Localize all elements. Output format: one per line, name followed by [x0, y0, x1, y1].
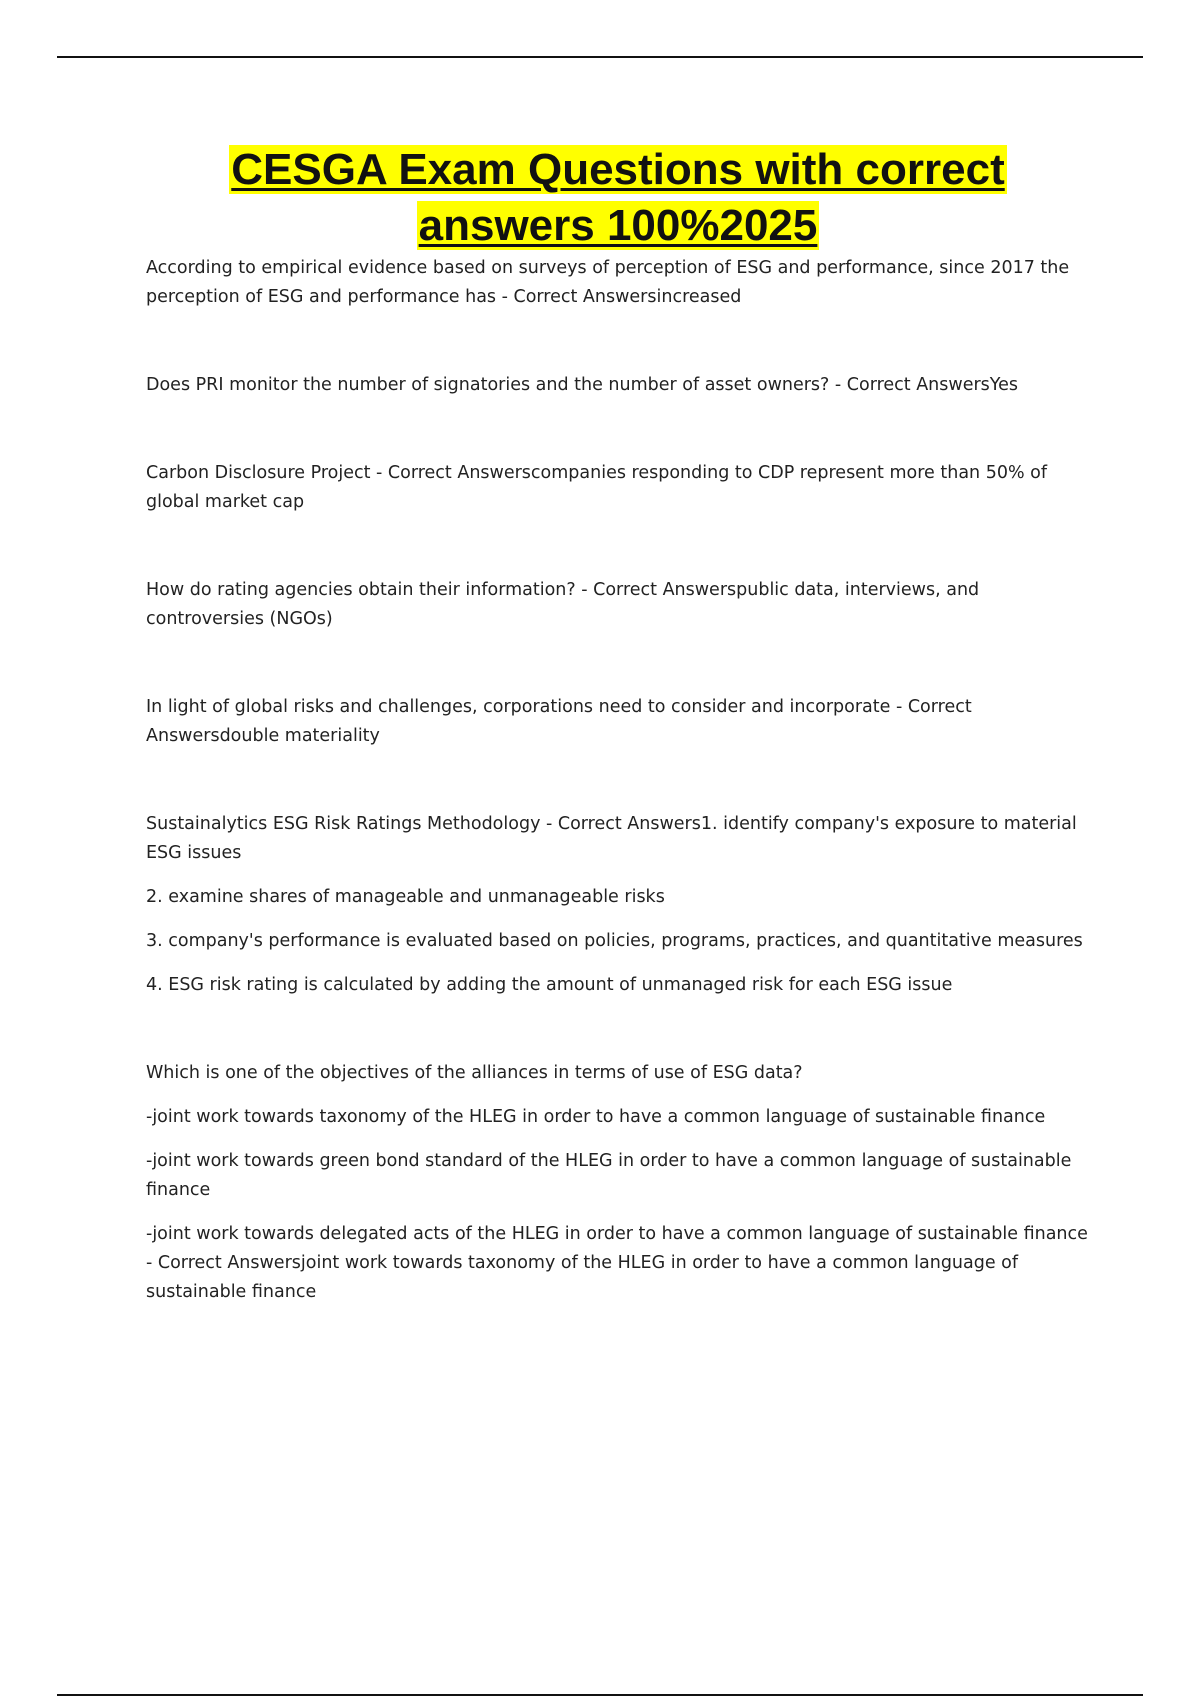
title-line-1: CESGA Exam Questions with correct	[231, 145, 1005, 194]
bottom-rule	[57, 1694, 1143, 1696]
document-body	[146, 254, 1096, 1307]
qa-item-7-option-2: -joint work towards green bond standard of the HLEG in order to have a common language of sustainable finance	[146, 1151, 1072, 1200]
qa-item-6: Sustainalytics ESG Risk Ratings Methodology - Correct Answers1. identify company's exposure to material ESG issues	[146, 814, 1077, 863]
document-title	[0, 142, 1200, 254]
qa-item-3: Carbon Disclosure Project - Correct Answerscompanies responding to CDP represent more than 50% of global market cap	[146, 463, 1048, 512]
qa-item-2: Does PRI monitor the number of signatories and the number of asset owners? - Correct AnswersYes	[146, 375, 1019, 395]
qa-item-7-option-3: -joint work towards delegated acts of the HLEG in order to have a common language of sustainable finance - Correct Answersjoint work towards taxonomy of the HLEG in order to have a common language of sustainable finance	[146, 1224, 1088, 1302]
qa-item-6-step-2: 2. examine shares of manageable and unmanageable risks	[146, 887, 665, 907]
qa-item-6-step-3: 3. company's performance is evaluated based on policies, programs, practices, and quantitative measures	[146, 931, 1083, 951]
qa-item-6-step-4: 4. ESG risk rating is calculated by adding the amount of unmanaged risk for each ESG issue	[146, 975, 953, 995]
qa-item-7: Which is one of the objectives of the alliances in terms of use of ESG data?	[146, 1063, 803, 1083]
title-line-2: answers 100%2025	[418, 201, 818, 250]
qa-item-5: In light of global risks and challenges, corporations need to consider and incorporate - Correct Answersdouble materiality	[146, 697, 972, 746]
qa-item-4: How do rating agencies obtain their information? - Correct Answerspublic data, interviews, and controversies (NGOs)	[146, 580, 980, 629]
qa-item-1: According to empirical evidence based on surveys of perception of ESG and performance, since 2017 the perception of ESG and performance has - Correct Answersincreased	[146, 258, 1070, 307]
qa-item-7-option-1: -joint work towards taxonomy of the HLEG in order to have a common language of sustainable finance	[146, 1107, 1046, 1127]
top-rule	[57, 56, 1143, 58]
